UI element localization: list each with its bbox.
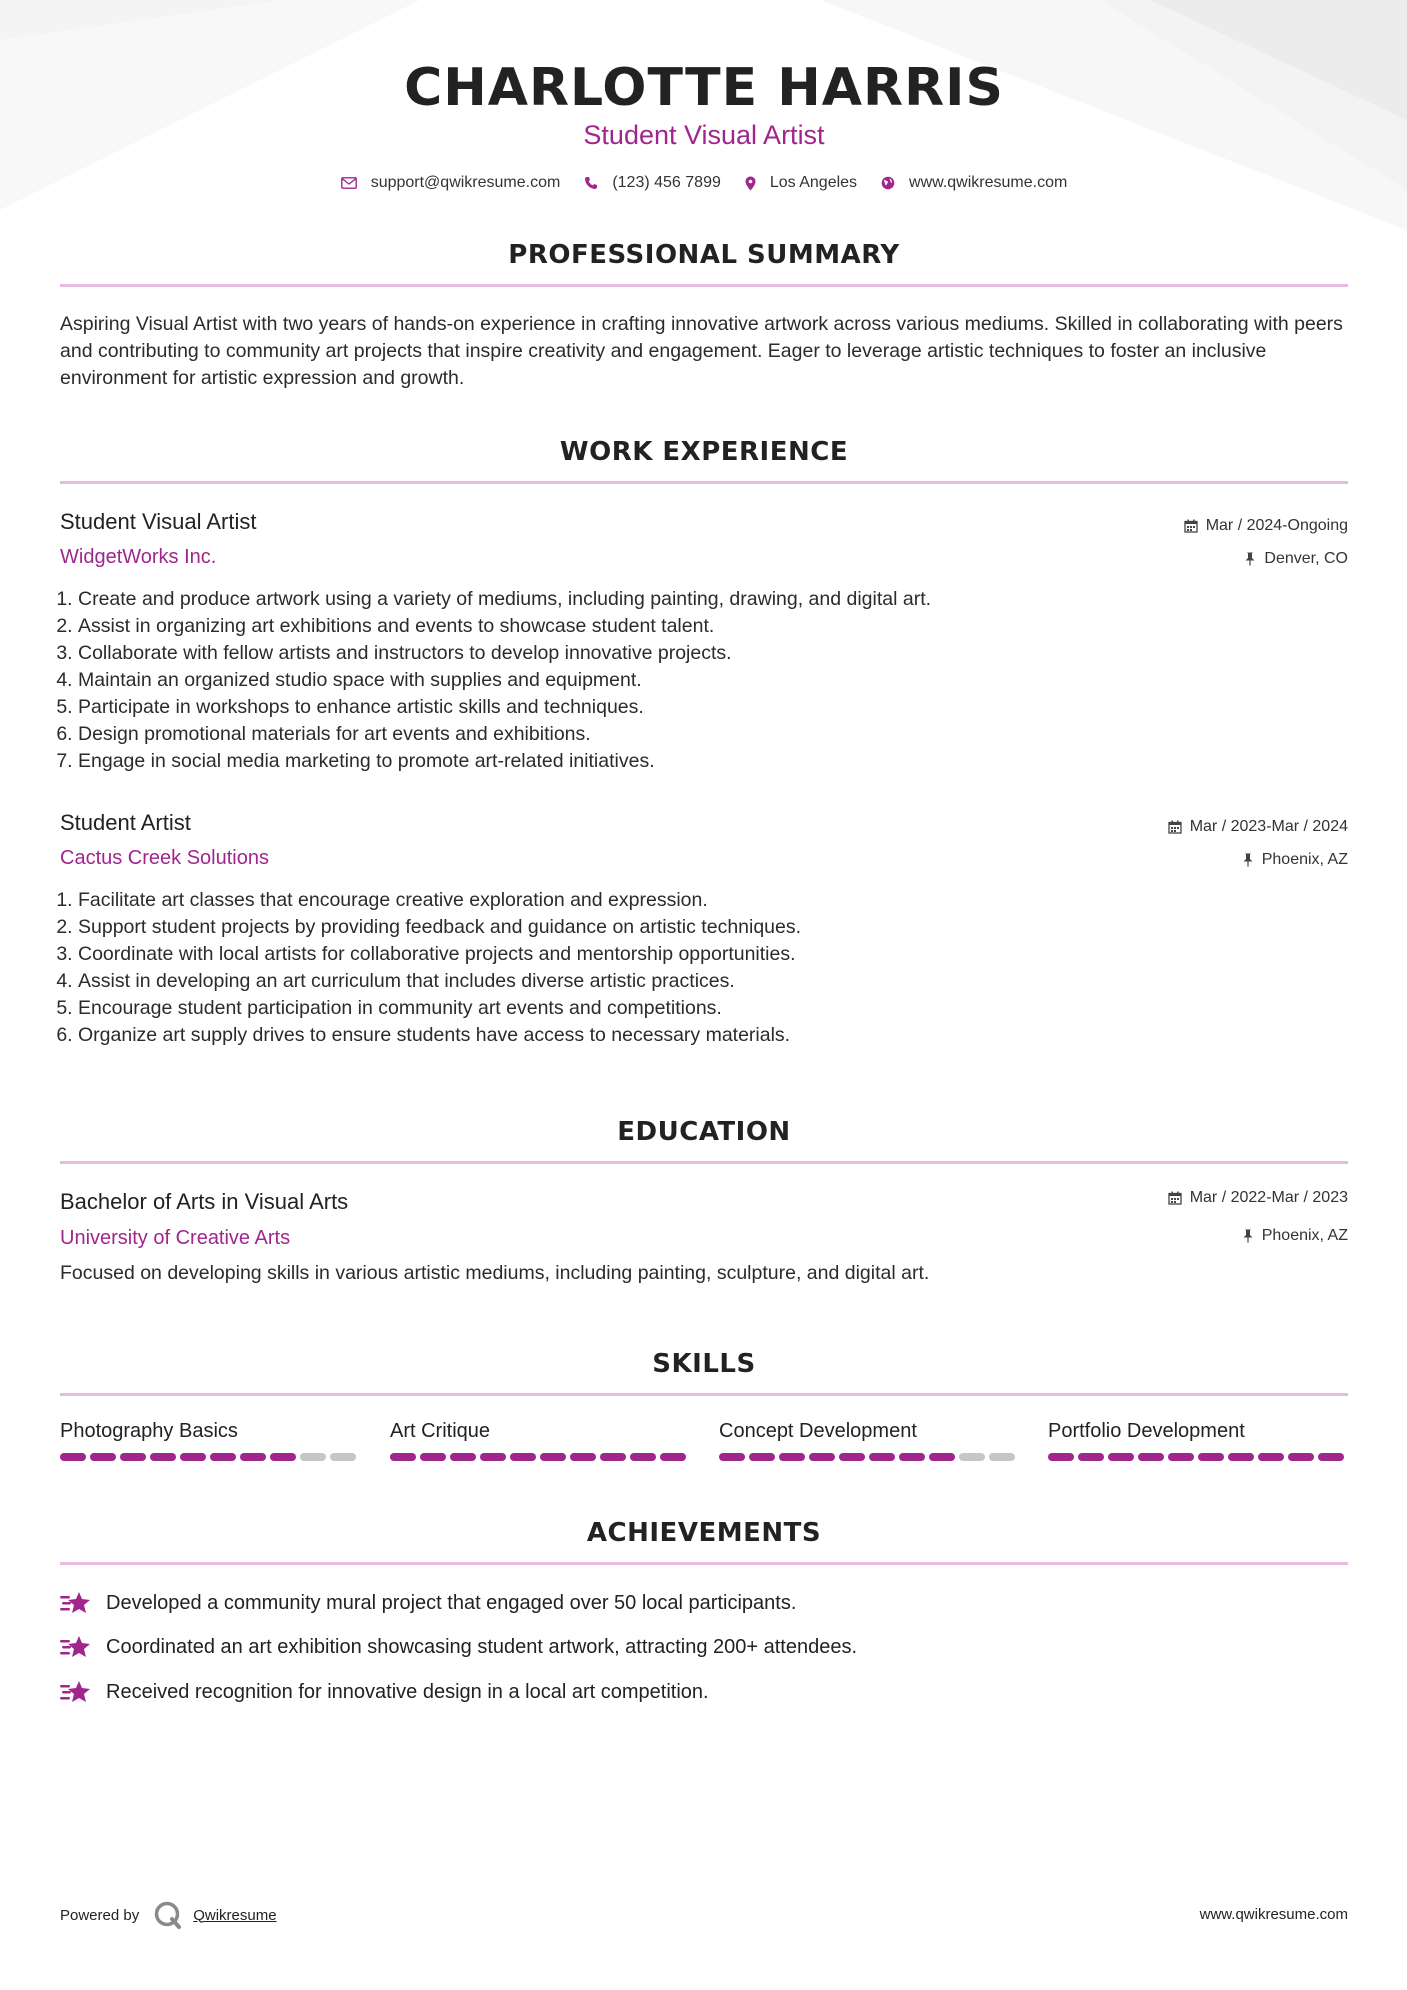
skill-segment-filled <box>1258 1453 1284 1461</box>
list-item <box>60 1590 796 1616</box>
list-item: 1. Facilitate art classes that encourage creative exploration and expression. <box>78 887 1338 914</box>
list-item <box>60 1679 709 1705</box>
skill-segment-filled <box>1198 1453 1224 1461</box>
resume-page <box>60 0 1348 1990</box>
skill-level-bar <box>60 1453 360 1461</box>
skill-segment-filled <box>270 1453 296 1461</box>
skill-segment-filled <box>60 1453 86 1461</box>
education-dates <box>1168 1189 1348 1207</box>
calendar-icon <box>1168 1191 1182 1205</box>
skill-name: Portfolio Development <box>1048 1420 1245 1442</box>
list-item: 2. Assist in organizing art exhibitions and events to showcase student talent. <box>78 613 1338 640</box>
skill-segment-filled <box>1288 1453 1314 1461</box>
skill-segment-empty <box>300 1453 326 1461</box>
skill-segment-empty <box>959 1453 985 1461</box>
skill-segment-filled <box>1318 1453 1344 1461</box>
phone-icon <box>584 176 598 190</box>
job-location-text: Denver, CO <box>1264 550 1348 567</box>
skill-level-bar <box>1048 1453 1348 1461</box>
skill-name: Concept Development <box>719 1420 917 1442</box>
envelope-icon <box>341 177 357 189</box>
section-heading-summary: PROFESSIONAL SUMMARY <box>508 240 900 270</box>
skill-segment-filled <box>90 1453 116 1461</box>
pushpin-icon <box>1242 853 1254 867</box>
school-name: University of Creative Arts <box>60 1227 291 1249</box>
skill-segment-filled <box>570 1453 596 1461</box>
candidate-title: Student Visual Artist <box>583 120 825 150</box>
calendar-icon <box>1184 519 1198 533</box>
section-heading-achievements: ACHIEVEMENTS <box>586 1518 822 1548</box>
skill-segment-filled <box>210 1453 236 1461</box>
job-dates-text: Mar / 2023-Mar / 2024 <box>1189 818 1348 835</box>
achievement-text: Developed a community mural project that engaged over 50 local participants. <box>106 1591 797 1614</box>
list-item: 5. Encourage student participation in community art events and competitions. <box>78 995 1338 1022</box>
skill-name: Art Critique <box>390 1420 491 1442</box>
skill-segment-filled <box>1168 1453 1194 1461</box>
job-title: Student Artist <box>60 810 191 835</box>
skill-segment-filled <box>749 1453 775 1461</box>
pushpin-icon <box>1244 552 1256 566</box>
qwikresume-logo-icon <box>153 1900 183 1930</box>
skill-segment-filled <box>899 1453 925 1461</box>
skill-segment-filled <box>839 1453 865 1461</box>
skill-segment-empty <box>330 1453 356 1461</box>
contact-email-text: support@qwikresume.com <box>370 174 561 191</box>
skill-name: Photography Basics <box>60 1420 238 1442</box>
calendar-icon <box>1168 820 1182 834</box>
skill-item <box>719 1420 1019 1461</box>
skill-segment-filled <box>869 1453 895 1461</box>
skill-segment-filled <box>929 1453 955 1461</box>
skill-segment-filled <box>1228 1453 1254 1461</box>
education-description: Focused on developing skills in various artistic mediums, including painting, sculpture, and digital art. <box>60 1262 930 1284</box>
section-divider <box>60 1161 1348 1164</box>
list-item: 6. Organize art supply drives to ensure students have access to necessary materials. <box>78 1022 1338 1049</box>
skill-item <box>1048 1420 1348 1461</box>
company-name: Cactus Creek Solutions <box>60 847 269 869</box>
contact-phone-text: (123) 456 7899 <box>612 174 721 191</box>
list-item: 2. Support student projects by providing feedback and guidance on artistic techniques. <box>78 914 1338 941</box>
list-item: 3. Collaborate with fellow artists and instructors to develop innovative projects. <box>78 640 1338 667</box>
job-dates-text: Mar / 2024-Ongoing <box>1205 517 1348 534</box>
skill-segment-empty <box>989 1453 1015 1461</box>
contact-location <box>745 174 857 192</box>
job-duties-list <box>60 586 1338 775</box>
skill-segment-filled <box>600 1453 626 1461</box>
summary-text: Aspiring Visual Artist with two years of hands-on experience in crafting innovative artwork across various mediums. Skilled in collaborating with peers and contributing to community art projects that inspire creativity and engagement. Eager to leverage artistic techniques to foster an inclusive environment for artistic expression and growth. <box>60 313 1343 389</box>
section-heading-skills: SKILLS <box>652 1349 756 1379</box>
candidate-name: CHARLOTTE HARRIS <box>404 58 1004 118</box>
skill-level-bar <box>719 1453 1019 1461</box>
skill-segment-filled <box>240 1453 266 1461</box>
powered-by-label: Powered by <box>60 1906 140 1924</box>
skill-segment-filled <box>630 1453 656 1461</box>
job-dates <box>1168 818 1348 836</box>
skill-segment-filled <box>180 1453 206 1461</box>
contact-bar <box>60 174 1348 192</box>
skill-segment-filled <box>150 1453 176 1461</box>
skill-segment-filled <box>1048 1453 1074 1461</box>
education-location <box>1242 1227 1348 1245</box>
shooting-star-icon <box>60 1679 92 1705</box>
skill-item <box>390 1420 690 1461</box>
contact-email[interactable] <box>341 174 561 192</box>
job-location <box>1244 550 1348 568</box>
section-divider <box>60 1562 1348 1565</box>
list-item: 5. Participate in workshops to enhance artistic skills and techniques. <box>78 694 1338 721</box>
map-pin-icon <box>745 176 756 191</box>
list-item <box>60 1634 857 1660</box>
section-divider <box>60 1393 1348 1396</box>
section-heading-education: EDUCATION <box>617 1117 791 1147</box>
footer-website[interactable]: www.qwikresume.com <box>1199 1906 1348 1923</box>
pushpin-icon <box>1242 1229 1254 1243</box>
list-item: 3. Coordinate with local artists for collaborative projects and mentorship opportunities. <box>78 941 1338 968</box>
contact-location-text: Los Angeles <box>769 174 858 191</box>
job-duties-list <box>60 887 1338 1049</box>
skill-segment-filled <box>510 1453 536 1461</box>
list-item: 1. Create and produce artwork using a variety of mediums, including painting, drawing, and digital art. <box>78 586 1338 613</box>
skill-segment-filled <box>660 1453 686 1461</box>
globe-icon <box>881 176 895 190</box>
skill-segment-filled <box>779 1453 805 1461</box>
list-item: 6. Design promotional materials for art events and exhibitions. <box>78 721 1338 748</box>
shooting-star-icon <box>60 1590 92 1616</box>
skill-segment-filled <box>719 1453 745 1461</box>
job-title: Student Visual Artist <box>60 509 257 534</box>
list-item: 7. Engage in social media marketing to promote art-related initiatives. <box>78 748 1338 775</box>
shooting-star-icon <box>60 1634 92 1660</box>
skill-segment-filled <box>1108 1453 1134 1461</box>
list-item: 4. Assist in developing an art curriculum that includes diverse artistic practices. <box>78 968 1338 995</box>
contact-website[interactable] <box>881 174 1067 192</box>
list-item: 4. Maintain an organized studio space with supplies and equipment. <box>78 667 1338 694</box>
skill-segment-filled <box>420 1453 446 1461</box>
skill-item <box>60 1420 360 1461</box>
section-divider <box>60 481 1348 484</box>
job-dates <box>1184 517 1348 535</box>
job-location-text: Phoenix, AZ <box>1261 851 1348 868</box>
education-dates-text: Mar / 2022-Mar / 2023 <box>1189 1189 1348 1206</box>
footer-powered-by <box>60 1900 277 1930</box>
skill-segment-filled <box>120 1453 146 1461</box>
skill-segment-filled <box>480 1453 506 1461</box>
qwikresume-link[interactable]: Qwikresume <box>193 1906 277 1924</box>
skill-segment-filled <box>450 1453 476 1461</box>
skill-level-bar <box>390 1453 690 1461</box>
skill-segment-filled <box>809 1453 835 1461</box>
job-location <box>1242 851 1348 869</box>
achievement-text: Coordinated an art exhibition showcasing student artwork, attracting 200+ attendees. <box>106 1635 858 1658</box>
education-location-text: Phoenix, AZ <box>1261 1227 1348 1244</box>
degree-title: Bachelor of Arts in Visual Arts <box>60 1189 349 1214</box>
section-heading-experience: WORK EXPERIENCE <box>559 437 849 467</box>
achievement-text: Received recognition for innovative design in a local art competition. <box>106 1680 709 1703</box>
contact-phone[interactable] <box>584 174 721 192</box>
company-name: WidgetWorks Inc. <box>60 546 217 568</box>
skill-segment-filled <box>1078 1453 1104 1461</box>
skill-segment-filled <box>1138 1453 1164 1461</box>
contact-website-text: www.qwikresume.com <box>909 174 1068 191</box>
skill-segment-filled <box>390 1453 416 1461</box>
skill-segment-filled <box>540 1453 566 1461</box>
section-divider <box>60 284 1348 287</box>
